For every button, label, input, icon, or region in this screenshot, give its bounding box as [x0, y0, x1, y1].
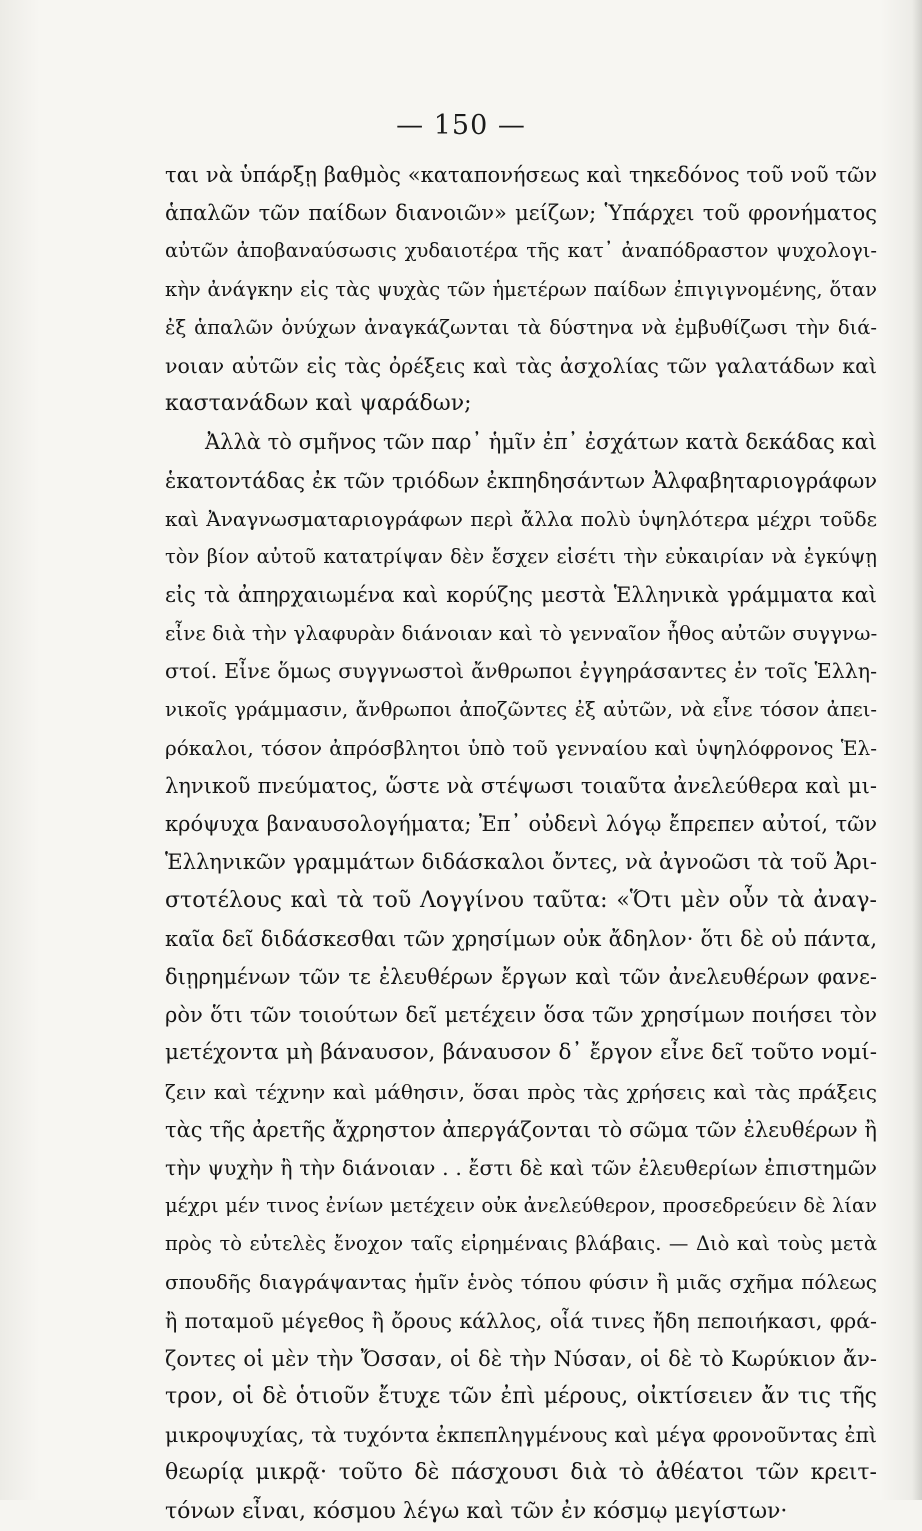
page-edge-shadow: [912, 0, 922, 1500]
text-line: μικροψυχίας, τὰ τυχόντα ἐκπεπληγμένους καὶ μέγα φρονοῦντας ἐπὶ: [165, 1423, 877, 1448]
body-text: [165, 156, 877, 1531]
text-line: ληνικοῦ πνεύματος, ὥστε νὰ στέψωσι τοιαῦτα ἀνελεύθερα καὶ μι-: [165, 774, 877, 798]
text-line: νικοῖς γράμμασιν, ἄνθρωποι ἀποζῶντες ἐξ αὐτῶν, νὰ εἶνε τόσον ἀπει-: [165, 697, 877, 721]
text-line: μετέχοντα μὴ βάναυσον, βάναυσον δ᾽ ἔργον εἶνε δεῖ τοῦτο νομί-: [165, 1040, 877, 1066]
text-line: ται νὰ ὑπάρξῃ βαθμὸς «καταπονήσεως καὶ τηκεδόνος τοῦ νοῦ τῶν: [165, 163, 877, 187]
text-line-paragraph-start: Ἀλλὰ τὸ σμῆνος τῶν παρ᾽ ἡμῖν ἐπ᾽ ἐσχάτων κατὰ δεκάδας καὶ: [205, 430, 877, 455]
text-line: Ἑλληνικῶν γραμμάτων διδάσκαλοι ὄντες, νὰ ἀγνοῶσι τὰ τοῦ Ἀρι-: [165, 850, 877, 875]
text-line: καὶ Ἀναγνωσματαριογράφων περὶ ἄλλα πολὺ ὑψηλότερα μέχρι τοῦδε: [165, 506, 877, 531]
text-line: στοτέλους καὶ τὰ τοῦ Λογγίνου ταῦτα: «Ὅτι μὲν οὖν τὰ ἀναγ-: [165, 887, 877, 913]
text-line: ἑκατοντάδας ἐκ τῶν τριόδων ἐκπηδησάντων Ἀλφαβηταριογράφων: [165, 468, 877, 493]
text-line: πρὸς τὸ εὐτελὲς ἔνοχον ταῖς εἰρημέναις βλάβαις. — Διὸ καὶ τοὺς μετὰ: [165, 1232, 877, 1256]
text-line: ἁπαλῶν τῶν παίδων διανοιῶν» μείζων; Ὑπάρχει τοῦ φρονήματος: [165, 201, 877, 226]
text-line: ἢ ποταμοῦ μέγεθος ἢ ὄρους κάλλος, οἷά τινες ἤδη πεποιήκασι, φρά-: [165, 1308, 877, 1333]
text-line: θεωρίᾳ μικρᾷ· τοῦτο δὲ πάσχουσι διὰ τὸ ἀθέατοι τῶν κρειτ-: [165, 1460, 877, 1486]
text-line: εἰς τὰ ἀπηρχαιωμένα καὶ κορύζης μεστὰ Ἑλληνικὰ γράμματα καὶ: [165, 583, 877, 608]
text-line: τρον, οἱ δὲ ὁτιοῦν ἔτυχε τῶν ἐπὶ μέρους, οἰκτίσειεν ἄν τις τῆς: [165, 1384, 877, 1409]
text-line: νοιαν αὐτῶν εἰς τὰς ὀρέξεις καὶ τὰς ἀσχολίας τῶν γαλατάδων καὶ: [165, 353, 877, 378]
text-line: κὴν ἀνάγκην εἰς τὰς ψυχὰς τῶν ἡμετέρων παίδων ἐπιγιγνομένης, ὅταν: [165, 277, 877, 301]
text-line: στοί. Εἶνε ὅμως συγγνωστοὶ ἄνθρωποι ἐγγηράσαντες ἐν τοῖς Ἑλλη-: [165, 659, 877, 684]
text-line: σπουδῆς διαγράψαντας ἡμῖν ἑνὸς τόπου φύσιν ἢ μιᾶς σχῆμα πόλεως: [165, 1270, 877, 1295]
text-line: ρὸν ὅτι τῶν τοιούτων δεῖ μετέχειν ὅσα τῶν χρησίμων ποιήσει τὸν: [165, 1003, 877, 1028]
page-number-header: — 150 —: [396, 110, 526, 141]
text-line: ρόκαλοι, τόσον ἀπρόσβλητοι ὑπὸ τοῦ γενναίου καὶ ὑψηλόφρονος Ἑλ-: [165, 735, 877, 760]
text-line: μέχρι μέν τινος ἐνίων μετέχειν οὐκ ἀνελεύθερον, προσεδρεύειν δὲ λίαν: [165, 1194, 877, 1218]
text-line: ζειν καὶ τέχνην καὶ μάθησιν, ὅσαι πρὸς τὰς χρήσεις καὶ τὰς πράξεις: [165, 1079, 877, 1104]
text-line: καῖα δεῖ διδάσκεσθαι τῶν χρησίμων οὐκ ἄδηλον· ὅτι δὲ οὐ πάντα,: [165, 926, 877, 951]
text-line: τὴν ψυχὴν ἢ τὴν διάνοιαν . . ἔστι δὲ καὶ τῶν ἐλευθερίων ἐπιστημῶν: [165, 1155, 877, 1180]
text-line: ἐξ ἁπαλῶν ὀνύχων ἀναγκάζωνται τὰ δύστηνα νὰ ἐμβυθίζωσι τὴν διά-: [165, 315, 877, 339]
text-line: εἶνε διὰ τὴν γλαφυρὰν διάνοιαν καὶ τὸ γενναῖον ἦθος αὐτῶν συγγνω-: [165, 621, 878, 646]
text-line-paragraph-end: καστανάδων καὶ ψαράδων;: [165, 391, 472, 417]
text-line-final: τόνων εἶναι, κόσμου λέγω καὶ τῶν ἐν κόσμῳ μεγίστων·: [165, 1498, 788, 1524]
text-line: αὐτῶν ἀποβαναύσωσις χυδαιοτέρα τῆς κατ᾽ ἀναπόδραστον ψυχολογι-: [165, 239, 877, 263]
text-line: διῃρημένων τῶν τε ἐλευθέρων ἔργων καὶ τῶν ἀνελευθέρων φανε-: [165, 964, 877, 989]
text-line: τὸν βίον αὐτοῦ κατατρίψαν δὲν ἔσχεν εἰσέτι τὴν εὐκαιρίαν νὰ ἐγκύψῃ: [165, 544, 877, 568]
text-line: κρόψυχα βαναυσολογήματα; Ἐπ᾽ οὐδενὶ λόγῳ ἔπρεπεν αὐτοί, τῶν: [165, 812, 877, 837]
text-line: τὰς τῆς ἀρετῆς ἄχρηστον ἀπεργάζονται τὸ σῶμα τῶν ἐλευθέρων ἢ: [165, 1117, 877, 1142]
text-line: ζοντες οἱ μὲν τὴν Ὄσσαν, οἱ δὲ τὴν Νύσαν, οἱ δὲ τὸ Κωρύκιον ἄν-: [165, 1346, 877, 1371]
